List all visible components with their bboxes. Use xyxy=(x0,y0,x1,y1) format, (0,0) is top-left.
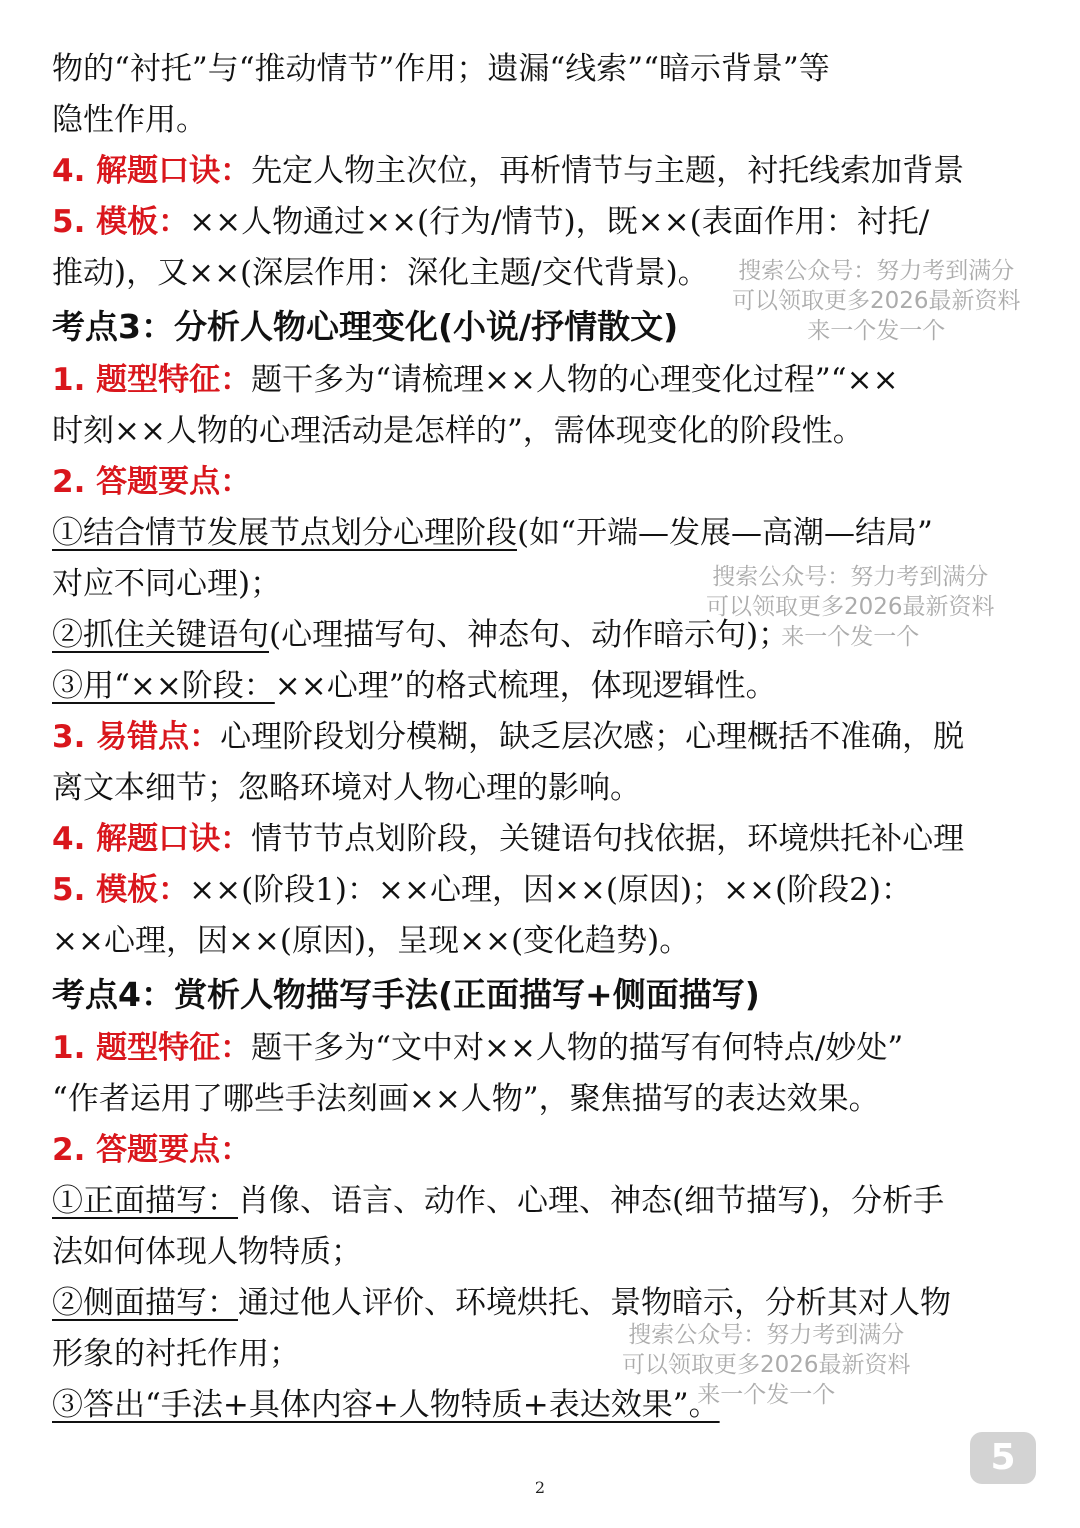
point-text: (如“开端—发展—高潮—结局” xyxy=(517,515,933,551)
watermark-line: 来一个发一个 xyxy=(807,318,946,344)
template-label: 5. 模板： xyxy=(52,872,190,908)
text-line: 隐性作用。 xyxy=(52,102,207,138)
watermark-line: 搜索公众号：努力考到满分 xyxy=(712,564,989,590)
points-label-line xyxy=(52,1125,1032,1176)
template-text: ××(阶段1)：××心理，因××(原因)；××(阶段2)： xyxy=(189,872,912,908)
points-label: 2. 答题要点： xyxy=(52,464,252,500)
error-line xyxy=(52,712,1032,763)
point-line xyxy=(52,1176,1032,1227)
template-line xyxy=(52,197,1032,248)
point-text: ××心理”的格式梳理，体现逻辑性。 xyxy=(274,668,777,704)
watermark-line: 来一个发一个 xyxy=(697,1382,836,1408)
watermark xyxy=(732,256,1021,346)
error-label: 3. 易错点： xyxy=(52,719,221,755)
template-label: 5. 模板： xyxy=(52,204,190,240)
mnemonic-text: 情节节点划阶段，关键语句找依据，环境烘托补心理 xyxy=(251,821,965,857)
page-number: 2 xyxy=(534,1478,546,1497)
point-underlined: ①结合情节发展节点划分心理阶段 xyxy=(52,515,517,551)
text-line: 形象的衬托作用； xyxy=(52,1336,300,1372)
mnemonic-text: 先定人物主次位，再析情节与主题，衬托线索加背景 xyxy=(251,153,965,189)
point-text: (心理描写句、神态句、动作暗示句)； xyxy=(269,617,790,653)
text-line: “作者运用了哪些手法刻画××人物”，聚焦描写的表达效果。 xyxy=(52,1081,880,1117)
text-line: 法如何体现人物特质； xyxy=(52,1234,362,1270)
point-text: 肖像、语言、动作、心理、神态(细节描写)，分析手 xyxy=(238,1183,945,1219)
feature-line xyxy=(52,1023,1032,1074)
text-line: 推动)，又××(深层作用：深化主题/交代背景)。 xyxy=(52,255,709,291)
watermark xyxy=(706,562,995,652)
feature-label: 1. 题型特征： xyxy=(52,1030,252,1066)
page-badge: 5 xyxy=(970,1432,1036,1484)
mnemonic-label: 4. 解题口诀： xyxy=(52,153,252,189)
watermark-line: 可以领取更多2026最新资料 xyxy=(706,594,995,620)
feature-label: 1. 题型特征： xyxy=(52,362,252,398)
feature-text: 题干多为“请梳理××人物的心理变化过程”“×× xyxy=(251,362,899,398)
point-line xyxy=(52,661,1032,712)
document-body xyxy=(52,44,1032,1431)
point-underlined: ②抓住关键语句 xyxy=(52,617,269,653)
point-text: 通过他人评价、环境烘托、景物暗示，分析其对人物 xyxy=(238,1285,951,1321)
text-line: 对应不同心理)； xyxy=(52,566,282,602)
point-underlined: ③答出“手法+具体内容+人物特质+表达效果”。 xyxy=(52,1387,720,1423)
error-text: 心理阶段划分模糊，缺乏层次感；心理概括不准确，脱 xyxy=(220,719,965,755)
points-label-line xyxy=(52,457,1032,508)
section-heading-kp3: 考点3：分析人物心理变化(小说/抒情散文) xyxy=(52,307,679,346)
watermark-line: 来一个发一个 xyxy=(781,624,920,650)
mnemonic-line xyxy=(52,814,1032,865)
point-underlined: ②侧面描写： xyxy=(52,1285,238,1321)
watermark-line: 搜索公众号：努力考到满分 xyxy=(738,258,1015,284)
text-line: ××心理，因××(原因)，呈现××(变化趋势)。 xyxy=(52,923,691,959)
text-line: 时刻××人物的心理活动是怎样的”，需体现变化的阶段性。 xyxy=(52,413,864,449)
watermark-line: 可以领取更多2026最新资料 xyxy=(622,1352,911,1378)
text-line: 物的“衬托”与“推动情节”作用；遗漏“线索”“暗示背景”等 xyxy=(52,51,830,87)
section-heading-kp4: 考点4：赏析人物描写手法(正面描写+侧面描写) xyxy=(52,975,760,1014)
point-line xyxy=(52,508,1032,559)
feature-line xyxy=(52,355,1032,406)
template-text: ××人物通过××(行为/情节)，既××(表面作用：衬托/ xyxy=(189,204,930,240)
points-label: 2. 答题要点： xyxy=(52,1132,252,1168)
text-line: 离文本细节；忽略环境对人物心理的影响。 xyxy=(52,770,641,806)
watermark xyxy=(622,1320,911,1410)
mnemonic-label: 4. 解题口诀： xyxy=(52,821,252,857)
mnemonic-line xyxy=(52,146,1032,197)
template-line xyxy=(52,865,1032,916)
watermark-line: 可以领取更多2026最新资料 xyxy=(732,288,1021,314)
feature-text: 题干多为“文中对××人物的描写有何特点/妙处” xyxy=(251,1030,904,1066)
point-underlined: ③用“××阶段： xyxy=(52,668,275,704)
point-underlined: ①正面描写： xyxy=(52,1183,238,1219)
watermark-line: 搜索公众号：努力考到满分 xyxy=(628,1322,905,1348)
